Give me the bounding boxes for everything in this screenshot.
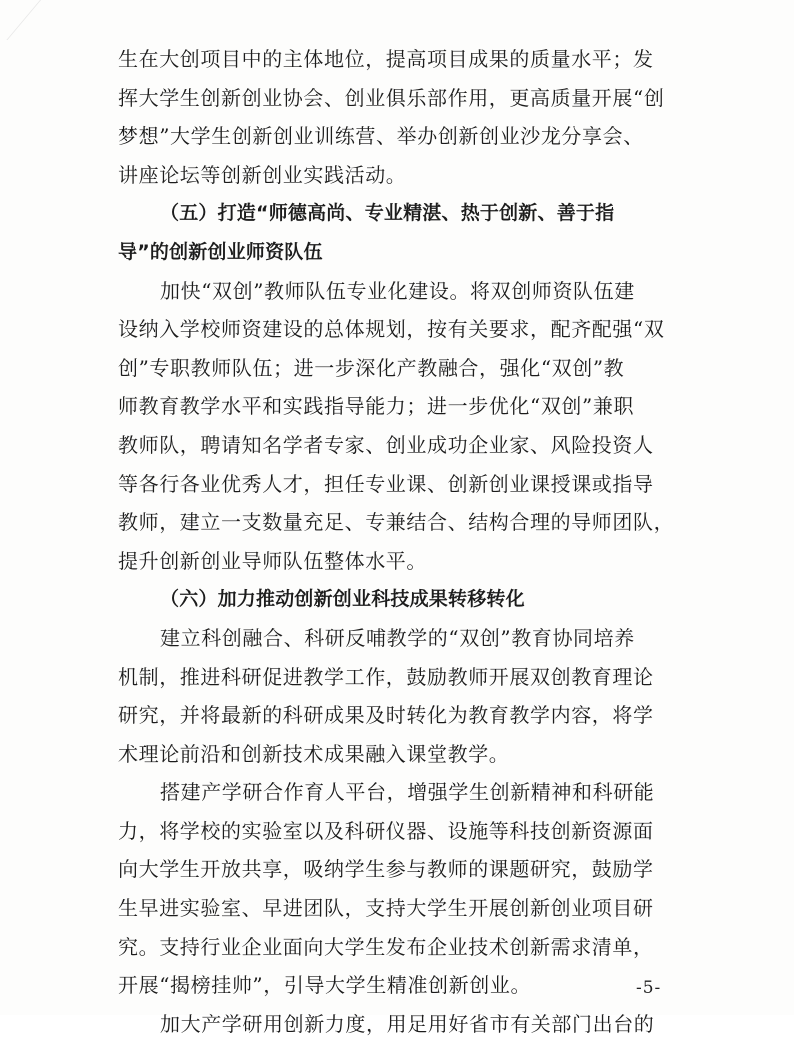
paragraph-line: 挥大学生创新创业协会、创业俱乐部作用，更高质量开展“创: [118, 85, 665, 110]
paragraph-line: 提升创新创业导师队伍整体水平。: [118, 548, 427, 573]
paragraph-line: 加大产学研用创新力度，用足用好省市有关部门出台的: [160, 1011, 655, 1036]
paragraph-line: 向大学生开放共享，吸纳学生参与教师的课题研究，鼓励学: [118, 857, 654, 882]
paragraph-line: 开展“揭榜挂帅”，引导大学生精准创新创业。: [118, 973, 532, 998]
document-body: [118, 40, 684, 1043]
paragraph-line: 教师队，聘请知名学者专家、创业成功企业家、风险投资人: [118, 432, 654, 457]
paragraph-line: 创”专职教师队伍；进一步深化产教融合，强化“双创”教: [118, 355, 625, 380]
paragraph-line: 术理论前沿和创新技术成果融入课堂教学。: [118, 741, 510, 766]
paragraph-line: 机制，推进科研促进教学工作，鼓励教师开展双创教育理论: [118, 664, 654, 689]
section-heading-line: 导”的创新创业师资队伍: [118, 240, 323, 263]
paragraph-line: 加快“双创”教师队伍专业化建设。将双创师资队伍建: [160, 278, 635, 303]
paragraph-line: 讲座论坛等创新创业实践活动。: [118, 162, 407, 187]
paragraph-line: 力，将学校的实验室以及科研仪器、设施等科技创新资源面: [118, 818, 654, 843]
section-heading-line: （五）打造“师德高尚、专业精湛、热于创新、善于指: [160, 202, 615, 225]
paragraph-line: 搭建产学研合作育人平台，增强学生创新精神和科研能: [160, 780, 655, 805]
paragraph-line: 建立科创融合、科研反哺教学的“双创”教育协同培养: [160, 625, 635, 650]
paragraph-line: 研究，并将最新的科研成果及时转化为教育教学内容，将学: [118, 703, 654, 728]
section-heading-line: （六）加力推动创新创业科技成果转移转化: [160, 588, 525, 611]
paragraph-line: 梦想”大学生创新创业训练营、举办创新创业沙龙分享会、: [118, 124, 644, 149]
paragraph-line: 等各行各业优秀人才，担任专业课、创新创业课授课或指导: [118, 471, 654, 496]
paragraph-line: 设纳入学校师资建设的总体规划，按有关要求，配齐配强“双: [118, 317, 665, 342]
paragraph-line: 生早进实验室、早进团队，支持大学生开展创新创业项目研: [118, 896, 654, 921]
page-corner-fold: [0, 0, 41, 40]
page-number: -5-: [636, 978, 662, 998]
paragraph-line: 师教育教学水平和实践指导能力；进一步优化“双创”兼职: [118, 394, 635, 419]
paragraph-line: 究。支持行业企业面向大学生发布企业技术创新需求清单，: [118, 934, 654, 959]
paragraph-line: 生在大创项目中的主体地位，提高项目成果的质量水平；发: [118, 47, 654, 71]
text-lines: [118, 40, 684, 1043]
paragraph-line: 教师，建立一支数量充足、专兼结合、结构合理的导师团队，: [118, 510, 675, 535]
